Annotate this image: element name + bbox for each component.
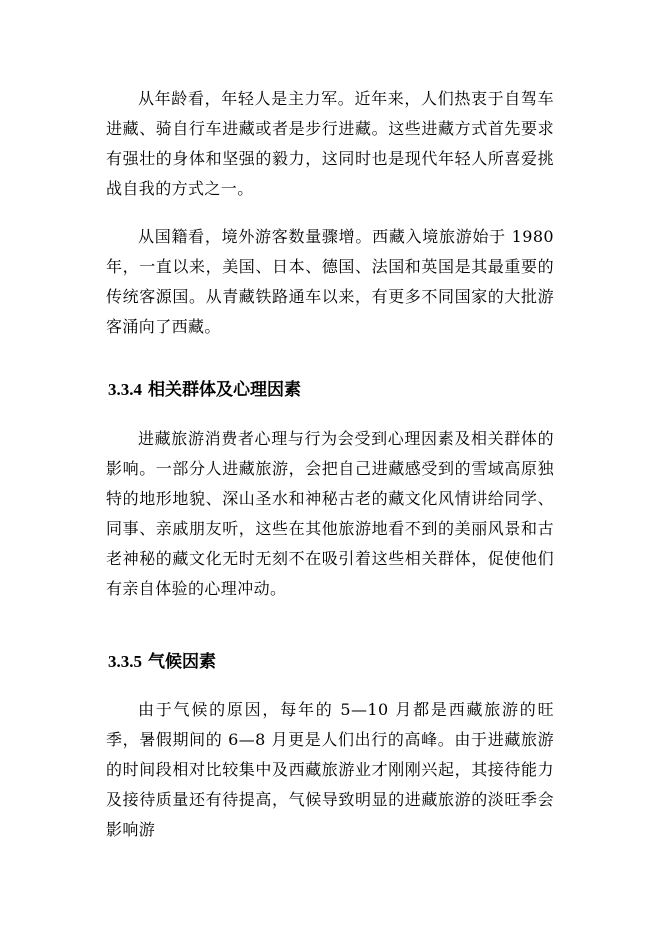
section-title: 气候因素: [148, 652, 216, 672]
paragraph-nationality: 从国籍看，境外游客数量骤增。西藏入境旅游始于 1980 年，一直以来，美国、日本、德国、法国和英国是其最重要的传统客源国。从青藏铁路通车以来，有更多不同国家的大批游客涌向了西藏。: [106, 227, 554, 336]
section-heading-3-3-5: [108, 650, 216, 674]
section-title: 相关群体及心理因素: [148, 380, 301, 400]
paragraph-age: 从年龄看，年轻人是主力军。近年来，人们热衷于自驾车进藏、骑自行车进藏或者是步行进藏。这些进藏方式首先要求有强壮的身体和坚强的毅力，这同时也是现代年轻人所喜爱挑战自我的方式之一。: [106, 89, 554, 198]
section-number: 3.3.4: [108, 380, 142, 399]
section-heading-3-3-4: [108, 378, 301, 402]
paragraph-climate: 由于气候的原因，每年的 5—10 月都是西藏旅游的旺季，暑假期间的 6—8 月更是人们出行的高峰。由于进藏旅游的时间段相对比较集中及西藏旅游业才刚刚兴起，其接待能力及接待质量还有待提高，气候导致明显的进藏旅游的淡旺季会影响游: [106, 700, 554, 839]
paragraph-psychology: 进藏旅游消费者心理与行为会受到心理因素及相关群体的影响。一部分人进藏旅游，会把自己进藏感受到的雪域高原独特的地形地貌、深山圣水和神秘古老的藏文化风情讲给同学、同事、亲戚朋友听，这些在其他旅游地看不到的美丽风景和古老神秘的藏文化无时无刻不在吸引着这些相关群体，促使他们有亲自体验的心理冲动。: [106, 429, 554, 598]
section-number: 3.3.5: [108, 652, 142, 671]
